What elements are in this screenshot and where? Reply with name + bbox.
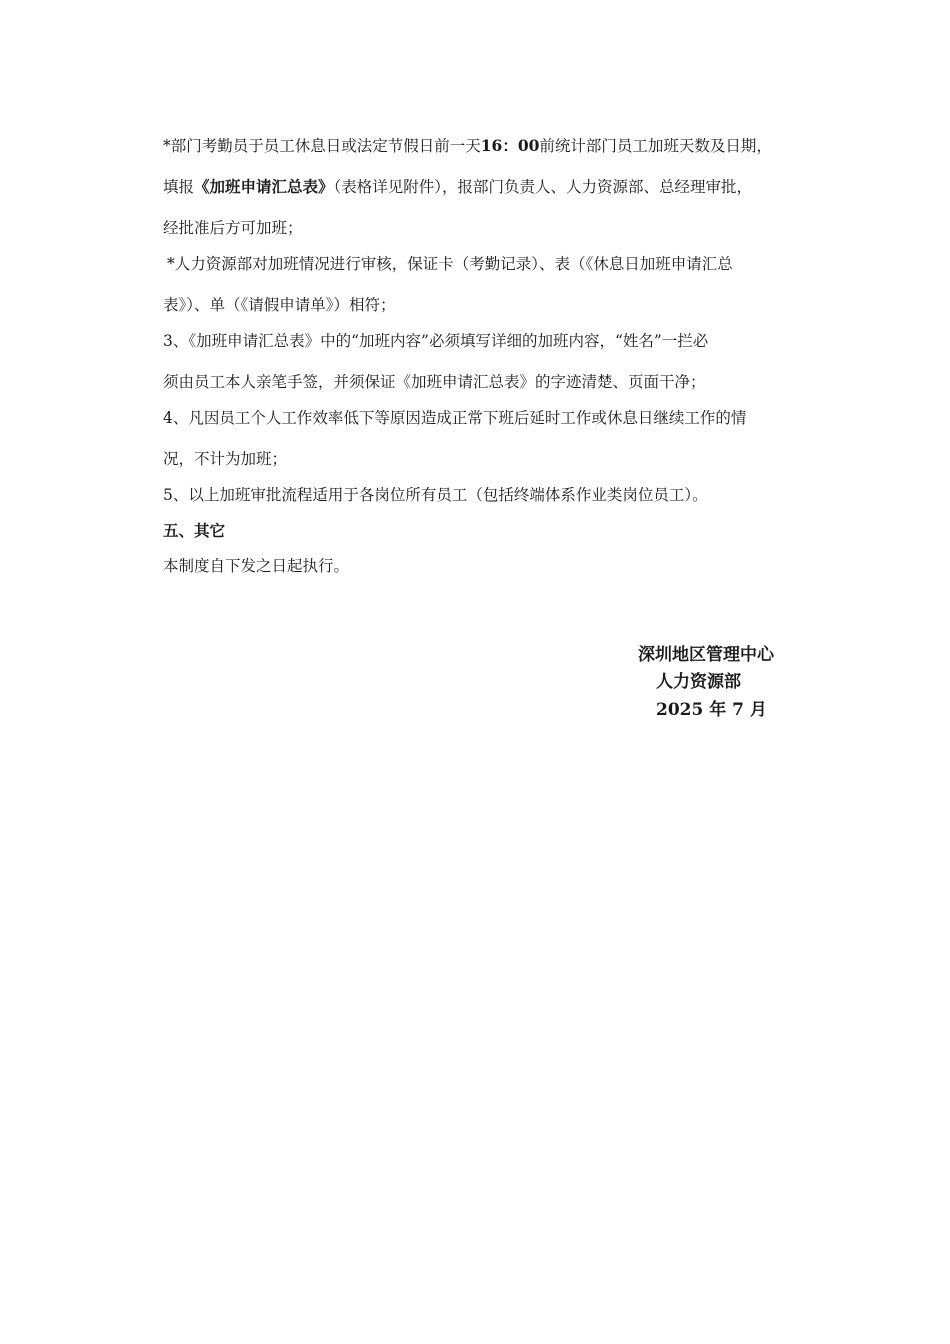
para3-line2: 须由员工本人亲笔手签，并须保证《加班申请汇总表》的字迹清楚、页面干净； (163, 373, 706, 391)
para1-line1-post: 前统计部门员工加班天数及日期， (539, 137, 772, 155)
para1-line2-pre: 填报 (163, 178, 195, 196)
para5-line1: 5、以上加班审批流程适用于各岗位所有员工（包括终端体系作业类岗位员工）。 (163, 486, 708, 504)
para2-line2: 表》）、单（《请假申请单》）相符； (163, 296, 396, 314)
para4-line1: 4、凡因员工个人工作效率低下等原因造成正常下班后延时工作或休息日继续工作的情 (163, 409, 747, 427)
section5-text: 本制度自下发之日起执行。 (163, 557, 350, 575)
section5-heading: 五、其它 (163, 521, 226, 540)
signature-date: 2025 年 7 月 (656, 700, 767, 720)
para2-line1: *人力资源部对加班情况进行审核，保证卡（考勤记录）、表（《休息日加班申请汇总 (167, 255, 733, 273)
para1-line2-bold: 《加班申请汇总表》 (194, 177, 334, 196)
para1-line1-pre: *部门考勤员于员工休息日或法定节假日前一天 (163, 137, 481, 155)
para3-line1: 3、《加班申请汇总表》中的“加班内容”必须填写详细的加班内容，“姓名”一拦必 (163, 332, 709, 350)
para1-line2-post: （表格详见附件），报部门负责人、人力资源部、总经理审批， (333, 178, 753, 196)
signature-dept: 人力资源部 (656, 672, 741, 692)
para4-line2: 况，不计为加班； (163, 450, 288, 468)
signature-org: 深圳地区管理中心 (638, 645, 774, 665)
para1-line1 (163, 136, 772, 156)
para1-line2 (163, 177, 752, 197)
para1-line3: 经批准后方可加班； (163, 219, 303, 237)
para1-line1-time: 16：00 (480, 136, 540, 155)
